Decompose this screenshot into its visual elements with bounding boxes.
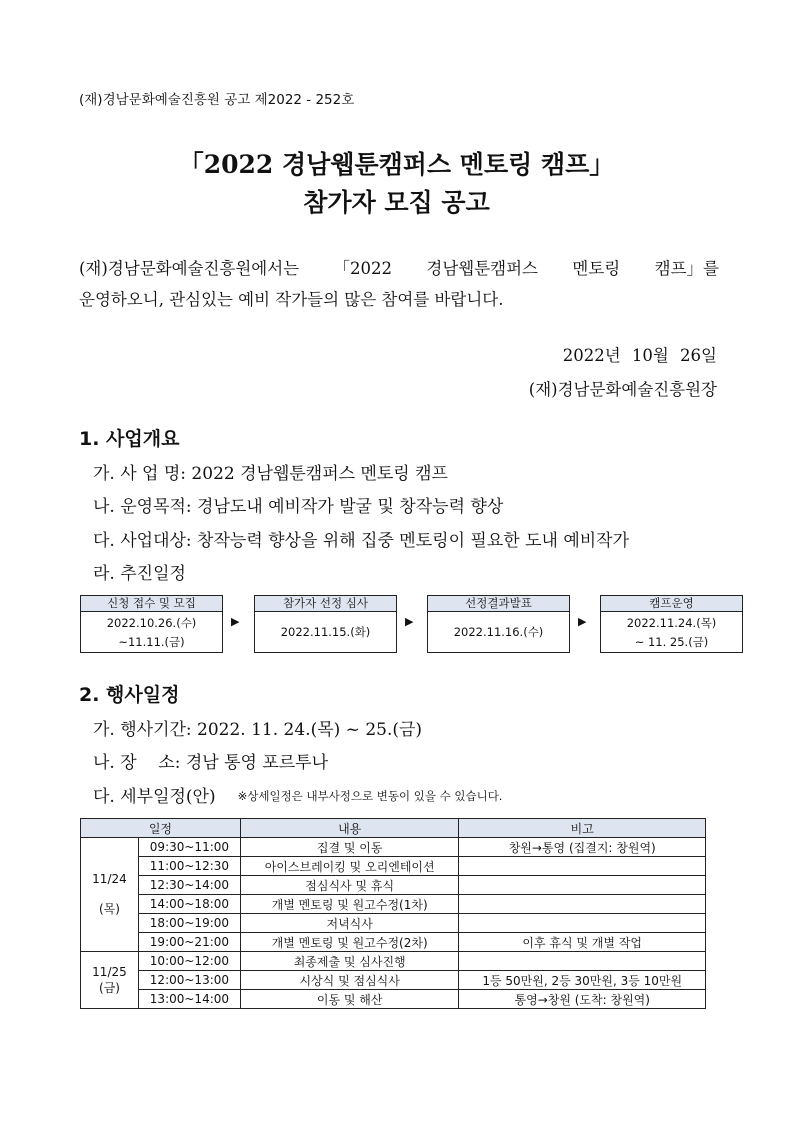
overview-item: 다. 사업대상: 창작능력 향상을 위해 집중 멘토링이 필요한 도내 예비작가	[93, 531, 630, 551]
timeline-step-title: 선정결과발표	[428, 596, 569, 612]
timeline-step-date: 2022.11.24.(목)	[626, 615, 717, 630]
timeline-step	[427, 595, 570, 653]
note-cell	[459, 895, 706, 914]
time-cell: 12:00~13:00	[138, 971, 240, 990]
content-cell: 점심식사 및 휴식	[240, 876, 459, 895]
note-cell: 이후 휴식 및 개별 작업	[459, 933, 706, 952]
intro-word: 「2022	[333, 259, 392, 278]
timeline-step-title: 신청 접수 및 모집	[81, 596, 222, 612]
day-date: 11/25	[92, 964, 127, 979]
intro-word: 경남웹툰캠퍼스	[426, 259, 538, 278]
day-cell	[81, 952, 139, 1009]
note-cell: 통영→창원 (도착: 창원역)	[459, 990, 706, 1009]
day-cell	[81, 838, 139, 952]
arrow-right-icon: ▶	[578, 615, 587, 628]
content-cell: 개별 멘토링 및 원고수정(1차)	[240, 895, 459, 914]
overview-item: 라. 추진일정	[93, 564, 186, 584]
note-cell	[459, 952, 706, 971]
time-cell: 11:00~12:30	[138, 857, 240, 876]
note-cell	[459, 914, 706, 933]
column-header: 비고	[459, 819, 706, 838]
document-subtitle: 참가자 모집 공고	[303, 188, 490, 217]
schedule-table	[80, 818, 706, 1009]
time-cell: 09:30~11:00	[138, 838, 240, 857]
table-row	[81, 895, 706, 914]
time-cell: 10:00~12:00	[138, 952, 240, 971]
intro-word: 멘토링	[572, 259, 621, 278]
table-row	[81, 971, 706, 990]
notice-date: 2022년 10월 26일	[562, 346, 717, 365]
note-cell: 창원→통영 (집결지: 창원역)	[459, 838, 706, 857]
content-cell: 최종제출 및 심사진행	[240, 952, 459, 971]
document-title: 「2022 경남웹툰캠퍼스 멘토링 캠프」	[178, 150, 615, 179]
table-row	[81, 933, 706, 952]
event-item-label: 다. 세부일정(안)	[93, 787, 216, 807]
table-row	[81, 952, 706, 971]
timeline-step-date: 2022.10.26.(수)	[106, 615, 197, 630]
arrow-right-icon: ▶	[405, 615, 414, 628]
intro-paragraph-line2: 운영하오니, 관심있는 예비 작가들의 많은 참여를 바랍니다.	[79, 290, 504, 309]
day-date: 11/24	[92, 872, 127, 886]
content-cell: 집결 및 이동	[240, 838, 459, 857]
time-cell: 13:00~14:00	[138, 990, 240, 1009]
intro-word: 캠프」를	[654, 259, 719, 278]
time-cell: 18:00~19:00	[138, 914, 240, 933]
day-weekday: (금)	[98, 980, 120, 995]
column-header: 내용	[240, 819, 459, 838]
event-item: 가. 행사기간: 2022. 11. 24.(목) ~ 25.(금)	[93, 720, 423, 740]
time-cell: 14:00~18:00	[138, 895, 240, 914]
note-cell: 1등 50만원, 2등 30만원, 3등 10만원	[459, 971, 706, 990]
content-cell: 이동 및 해산	[240, 990, 459, 1009]
timeline-step-date: 2022.11.16.(수)	[453, 625, 544, 639]
arrow-right-icon: ▶	[231, 615, 240, 628]
timeline-step	[80, 595, 223, 653]
intro-word: (재)경남문화예술진흥원에서는	[79, 259, 300, 278]
table-row	[81, 876, 706, 895]
table-row	[81, 857, 706, 876]
event-item	[93, 782, 502, 807]
note-cell	[459, 876, 706, 895]
timeline-step-date: 2022.11.15.(화)	[280, 625, 371, 639]
overview-item: 가. 사 업 명: 2022 경남웹툰캠퍼스 멘토링 캠프	[93, 464, 448, 484]
time-cell: 12:30~14:00	[138, 876, 240, 895]
table-row	[81, 914, 706, 933]
timeline-step-title: 참가자 선정 심사	[255, 596, 396, 612]
timeline-step-date: ~ 11. 25.(금)	[634, 634, 709, 649]
notice-number: (재)경남문화예술진흥원 공고 제2022 - 252호	[79, 92, 355, 108]
time-cell: 19:00~21:00	[138, 933, 240, 952]
table-row	[81, 990, 706, 1009]
timeline-step	[600, 595, 743, 653]
table-header-row	[81, 819, 706, 838]
column-header: 일정	[81, 819, 241, 838]
content-cell: 시상식 및 점심식사	[240, 971, 459, 990]
timeline-step	[254, 595, 397, 653]
content-cell: 아이스브레이킹 및 오리엔테이션	[240, 857, 459, 876]
timeline-step-title: 캠프운영	[601, 596, 742, 612]
schedule-remark: ※상세일정은 내부사정으로 변동이 있을 수 있습니다.	[237, 789, 503, 803]
section-heading: 2. 행사일정	[79, 684, 180, 706]
content-cell: 저녁식사	[240, 914, 459, 933]
overview-item: 나. 운영목적: 경남도내 예비작가 발굴 및 창작능력 향상	[93, 497, 504, 517]
table-row	[81, 838, 706, 857]
note-cell	[459, 857, 706, 876]
day-weekday: (목)	[98, 902, 120, 916]
issuer-name: (재)경남문화예술진흥원장	[528, 380, 717, 399]
timeline-step-date: ~11.11.(금)	[118, 634, 185, 649]
content-cell: 개별 멘토링 및 원고수정(2차)	[240, 933, 459, 952]
section-heading: 1. 사업개요	[79, 428, 180, 450]
event-item: 나. 장 소: 경남 통영 포르투나	[93, 753, 329, 773]
